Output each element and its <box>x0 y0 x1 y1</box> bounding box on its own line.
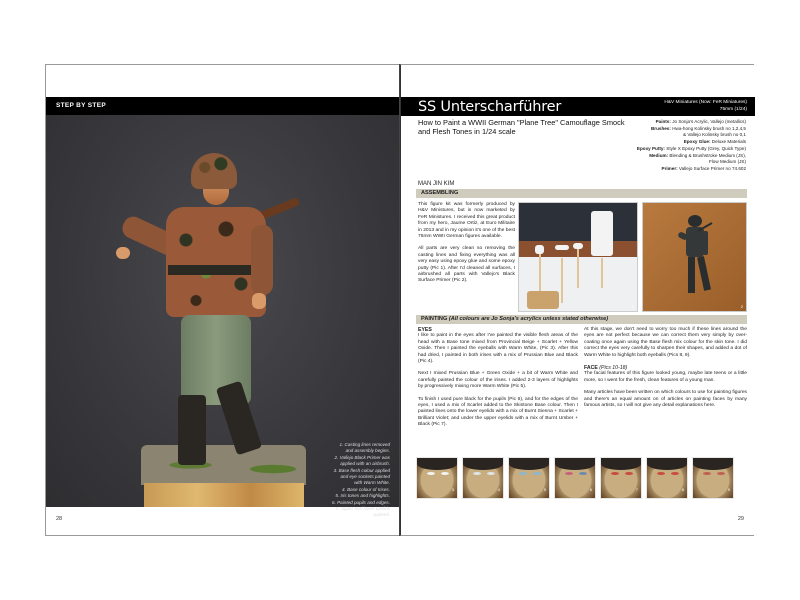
section-heading-painting <box>416 315 747 324</box>
material-item: Primer: Vallejo Surface Primer no 74.602 <box>661 165 746 171</box>
thumbnail-pic-5: 5 <box>508 457 550 499</box>
toothpick <box>539 253 541 293</box>
section-heading-assembling <box>416 189 747 198</box>
page-number-right: 29 <box>737 516 744 522</box>
left-boot-shape <box>178 395 206 465</box>
painting-column-1 <box>418 327 578 435</box>
materials-list <box>566 119 746 173</box>
paragraph: Next I mixed Prussian Blue + Green Oxide + a bit of Warm White and carefully painted the colour of the irises. I added 2-3 layers of highlights by progressively mixing more Warm White (Pic 5). <box>418 371 578 390</box>
article-subtitle: How to Paint a WWII German "Plane Tree" Camouflage Smock and Flesh Tones in 1/24 scale <box>418 118 625 136</box>
author-byline: MAN JIN KIM <box>418 181 455 187</box>
left-page <box>45 64 400 536</box>
resin-torso <box>591 211 613 256</box>
thumbnail-pic-6: 6 <box>554 457 596 499</box>
photo-primed-figure <box>642 202 747 312</box>
paragraph: The facial features of this figure looked young, maybe late teens or a little more, so I went for the fresh, clean features of a young man. <box>584 371 747 383</box>
section-band <box>46 97 401 115</box>
paragraph: All parts are very clean so removing the casting lines and fixing everything was all very easy using epoxy glue and some epoxy putty (Pic 1). After I'd cleaned all surfaces, I airbrushed all parts with Vallejo's Black Surface Primer (Pic 2). <box>418 246 515 284</box>
assembling-text <box>418 202 515 291</box>
resin-part <box>555 245 569 250</box>
material-item: Medium: Blending & Brushstroke Medium (JS), <box>649 152 746 158</box>
eye-progress-thumbnails <box>416 457 734 499</box>
magazine-spread <box>45 64 754 536</box>
right-hand-shape <box>252 293 266 309</box>
thumbnail-pic-8: 8 <box>646 457 688 499</box>
painting-column-2 <box>584 327 747 415</box>
kit-manufacturer: H&V Miniatures (Now: FeR Miniatures) <box>664 100 747 105</box>
resin-base <box>527 291 559 309</box>
toothpick <box>577 248 579 288</box>
material-item: Epoxy Glue: Deluxe Materials <box>683 139 746 145</box>
photo-caption <box>300 442 390 519</box>
caption-line: painted. <box>373 512 390 518</box>
caption-line: 5. Iris tones and highlights. <box>335 493 390 499</box>
caption-line: 4. Base colour of Irises. <box>341 486 390 492</box>
caption-line: 1. Casting lines removed <box>339 442 390 447</box>
caption-line: 7. Upper and lower eyelids <box>335 506 390 512</box>
right-arm-shape <box>251 225 273 295</box>
caption-line: 6. Painted pupils and edges. <box>332 499 390 505</box>
photo-number: 1 <box>631 304 634 309</box>
material-item: Flow Medium (JS) <box>708 159 746 165</box>
resin-part <box>573 243 583 249</box>
belt-shape <box>168 265 264 275</box>
caption-line: and eye sockets painted <box>340 474 390 480</box>
photo-number: 2 <box>740 304 743 309</box>
paragraph: This figure kit was formerly produced by H&V Ministures, but is now marketed by FeR Ministures. I received this great product from my hero, Jaume Ortiz, at Euro Militaire in 2013 and in my opinion it's one of the best 75mm WWII German figures available. <box>418 202 515 240</box>
groundwork-base <box>141 445 306 485</box>
helmet-shape <box>191 153 237 189</box>
thumbnail-pic-4: 4 <box>462 457 504 499</box>
title-band <box>401 97 755 116</box>
paragraph: Many articles have been written on which colours to use for painting figures and there's an equal amount on of articles on painting faces by many famous artists, so I will not give any detail explanations here. <box>584 390 747 409</box>
subheading-face: FACE (Pics 10-18) <box>584 365 628 372</box>
article-title: SS Unterscharführer <box>418 99 562 115</box>
paragraph: I like to paint in the eyes after I've painted the visible flesh areas of the head with a Base tone mixed from Provincial Beige + Scarlet + Yellow Oxide. Then I painted the eyeballs with Warm White, (Pic 3). After this had dried, I painted in both irises with a mix of Prussian Blue and Black (Pic 4). <box>418 333 578 365</box>
caption-line: 2. Vallejo Black Primer was <box>334 454 390 460</box>
thumbnail-pic-9: 9 <box>692 457 734 499</box>
page-number-left: 28 <box>56 516 63 522</box>
wooden-plinth <box>144 483 304 507</box>
caption-line: with Warm White. <box>354 480 390 486</box>
primed-figure-silhouette <box>678 213 712 303</box>
left-hand-shape <box>116 247 130 259</box>
paragraph: To finish I used pure black for the pupils (Pic 6), and for the edges of the eyes, I used a mix of Scarlet added to the Skintone Base colour. Then I painted lines onto the lower eyelids with a mix of Burnt Sienna + Scarlet + Brilliant Violet; and under the upper eyelids with a mix of Burnt Umber + Black (Pic 7). <box>418 396 578 428</box>
right-page <box>400 64 754 536</box>
hero-photo-painted-figure <box>46 115 400 518</box>
kit-info <box>664 100 747 113</box>
caption-line: applied with an airbrush. <box>340 461 390 467</box>
section-heading-text: PAINTING <box>421 316 448 322</box>
subheading-eyes: EYES <box>418 327 432 333</box>
photo-assembly-parts <box>518 202 638 312</box>
paragraph: At this stage, we don't need to worry too much if these lines around the eyes are not perfect because we can correct them very simply by over-coating once again using the Base flesh mix colour for the skin tone. I did correct the eyes very carefully to sharpen their shapes, and added a dot of Warm White to highlight both eyeballs (Pics 8, 9). <box>584 327 747 358</box>
material-item: Paints: Jo Sonja's Acrylic, Vallejo (metallics) <box>655 119 746 124</box>
thumbnail-pic-3: 3 <box>416 457 458 499</box>
material-item: Epoxy Putty: Style X Epoxy Putty (Grey, Quick Type) <box>636 145 746 151</box>
material-item: & Vallejo Kolinsky brush no 0,1 <box>683 132 746 138</box>
caption-line: 3. Base flesh colour applied <box>333 467 390 473</box>
toothpick <box>601 258 603 288</box>
thumbnail-pic-7: 7 <box>600 457 642 499</box>
caption-line: and assembly begins. <box>345 448 390 454</box>
section-heading-note: (All colours are Jo Sonja's acrylics unless stated otherwise) <box>448 316 609 322</box>
material-item: Brushes: Hwa-hong Kolinsky brush no 1,2,4,5 <box>650 125 746 131</box>
toothpick <box>561 258 563 303</box>
section-heading-text: ASSEMBLING <box>421 190 459 196</box>
section-label: STEP BY STEP <box>56 102 106 109</box>
kit-scale: 75mm (1/24) <box>719 106 747 112</box>
resin-part <box>535 245 544 254</box>
